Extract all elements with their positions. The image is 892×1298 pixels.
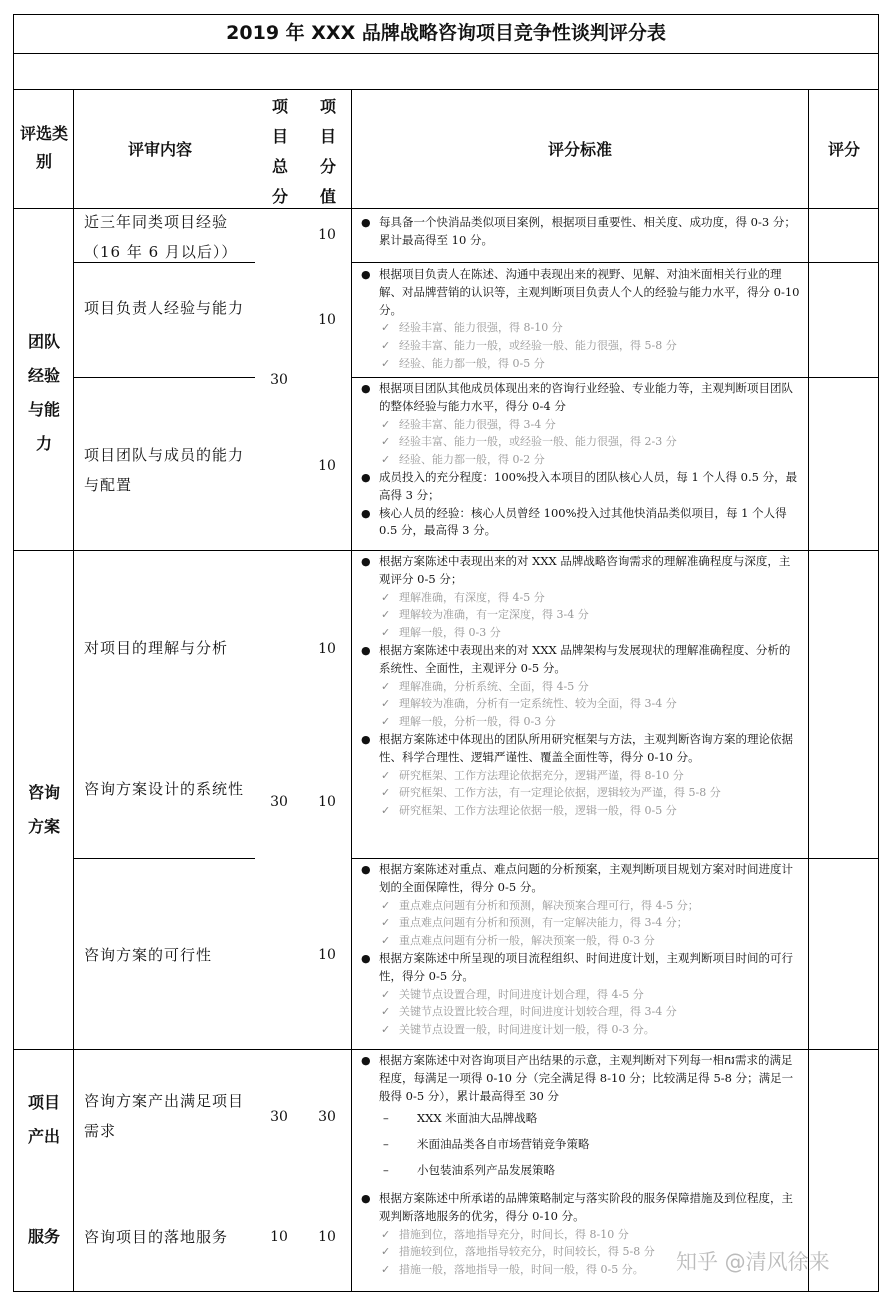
criteria-check: ✓ 经验丰富、能力很强，得 8-10 分: [357, 319, 801, 337]
criteria-check: ✓ 关键节点设置比较合理，时间进度计划较合理，得 3-4 分: [357, 1003, 801, 1021]
service-value: 10: [318, 1229, 336, 1245]
plan-row3-criteria: [357, 861, 801, 1039]
criteria-check: ✓ 重点难点问题有分析一般，解决预案一般，得 0-3 分: [357, 932, 801, 950]
criteria-check: ✓ 经验丰富、能力一般，或经验一般、能力很强，得 2-3 分: [357, 433, 801, 451]
service-total: 10: [270, 1229, 288, 1245]
row-line-team-2b: [351, 377, 879, 378]
criteria-dash-item: – 小包装油系列产品发展策略: [357, 1157, 801, 1183]
category-service: 服务: [27, 1227, 60, 1246]
plan-row3-value: 10: [318, 947, 336, 963]
criteria-check: ✓ 研究框架、工作方法理论依据充分，逻辑严谨，得 8-10 分: [357, 767, 801, 785]
col-line-3: [808, 89, 809, 1292]
criteria-check: ✓ 措施较到位，落地指导较充分，时间较长，得 5-8 分: [357, 1243, 801, 1261]
criteria-check: ✓ 研究框架、工作方法理论依据一般，逻辑一般，得 0-5 分: [357, 802, 801, 820]
output-criteria: [357, 1052, 801, 1183]
criteria-check: ✓ 研究框架、工作方法，有一定理论依据，逻辑较为严谨，得 5-8 分: [357, 784, 801, 802]
header-score: 评分: [827, 140, 860, 159]
output-content: 咨询方案产出满足项目需求: [84, 1092, 245, 1140]
header-content: 评审内容: [127, 140, 192, 159]
border-left: [13, 14, 14, 1292]
criteria-bullet: ● 成员投入的充分程度：100%投入本项目的团队核心人员，每 1 个人得 0.5 分，最高得 3 分；: [357, 469, 801, 505]
plan-criteria-a: [357, 553, 801, 820]
team-row3-value: 10: [318, 458, 336, 474]
team-row1-value: 10: [318, 227, 336, 243]
criteria-bullet: ● 根据项目负责人在陈述、沟通中表现出来的视野、见解、对油米面相关行业的理解、对品牌营销的认识等，主观判断项目负责人个人的经验与能力水平，得分 0-10 分。: [357, 266, 801, 319]
team-row1-criteria: [357, 214, 801, 250]
plan-row2-content: 咨询方案设计的系统性: [84, 780, 245, 798]
criteria-check: ✓ 理解较为准确，分析有一定系统性、较为全面，得 3-4 分: [357, 695, 801, 713]
team-row3-content: 项目团队与成员的能力与配置: [84, 446, 245, 494]
criteria-check: ✓ 理解一般，分析一般，得 0-3 分: [357, 713, 801, 731]
criteria-check: ✓ 理解准确，有深度，得 4-5 分: [357, 589, 801, 607]
criteria-bullet: ● 根据方案陈述中所承诺的品牌策略制定与落实阶段的服务保障措施及到位程度，主观判断落地服务的优劣，得分 0-10 分。: [357, 1190, 801, 1226]
criteria-check: ✓ 理解一般，得 0-3 分: [357, 624, 801, 642]
header-top-line: [13, 89, 879, 90]
team-row2-content: 项目负责人经验与能力: [84, 299, 245, 317]
criteria-check: ✓ 经验丰富、能力一般，或经验一般、能力很强，得 5-8 分: [357, 337, 801, 355]
team-row2-value: 10: [318, 312, 336, 328]
criteria-bullet: ● 根据方案陈述中表现出来的对 XXX 品牌战略咨询需求的理解准确程度与深度，主观评分 0-5 分；: [357, 553, 801, 589]
criteria-check: ✓ 理解准确，分析系统、全面，得 4-5 分: [357, 678, 801, 696]
criteria-bullet: ● 根据方案陈述中对咨询项目产出结果的示意，主观判断对下列每一相ករ需求的满足程度，每满足一项得 0-10 分（完全满足得 8-10 分；比较满足得 5-8 分；满足一般得 0-5 分），累计最高得至 30 分: [357, 1052, 801, 1105]
criteria-check: ✓ 重点难点问题有分析和预测，解决预案合理可行，得 4-5 分；: [357, 897, 801, 915]
team-total: 30: [270, 372, 288, 388]
watermark: 知乎 @清风徐来: [676, 1250, 830, 1274]
row-line-plan-end: [13, 1049, 879, 1050]
header-value: 项目分值: [319, 97, 336, 206]
criteria-bullet: ● 每具备一个快消品类似项目案例，根据项目重要性、相关度、成功度，得 0-3 分；累计最高得至 10 分。: [357, 214, 801, 250]
header-category: 评选类别: [20, 124, 69, 171]
border-bottom: [13, 1291, 879, 1292]
border-top: [13, 14, 879, 15]
criteria-check: ✓ 理解较为准确，有一定深度，得 3-4 分: [357, 606, 801, 624]
category-output: 项目产出: [27, 1093, 60, 1146]
criteria-check: ✓ 措施一般，落地指导一般，时间一般，得 0-5 分。: [357, 1261, 801, 1279]
criteria-bullet: ● 根据方案陈述中所呈现的项目流程组织、时间进度计划，主观判断项目时间的可行性，得分 0-5 分。: [357, 950, 801, 986]
row-line-team-1b: [351, 262, 879, 263]
header-criteria: 评分标准: [547, 140, 612, 159]
col-line-2: [351, 89, 352, 1292]
team-row3-criteria: [357, 380, 801, 540]
plan-row3-content: 咨询方案的可行性: [84, 946, 213, 964]
team-row1-content: 近三年同类项目经验（16 年 6 月以后））: [84, 213, 238, 261]
row-line-plan-2b: [351, 858, 879, 859]
criteria-check: ✓ 关键节点设置合理，时间进度计划合理，得 4-5 分: [357, 986, 801, 1004]
plan-total: 30: [270, 794, 288, 810]
header-total: 项目总分: [271, 97, 288, 206]
criteria-bullet: ● 根据方案陈述中体现出的团队所用研究框架与方法，主观判断咨询方案的理论依据性、科学合理性、逻辑严谨性、覆盖全面性等，得分 0-10 分。: [357, 731, 801, 767]
criteria-bullet: ● 根据方案陈述中表现出来的对 XXX 品牌架构与发展现状的理解准确程度、分析的系统性、全面性，主观评分 0-5 分。: [357, 642, 801, 678]
border-right: [878, 14, 879, 1292]
col-line-1: [73, 89, 74, 1292]
criteria-check: ✓ 重点难点问题有分析和预测，有一定解决能力，得 3-4 分；: [357, 914, 801, 932]
plan-row1-content: 对项目的理解与分析: [84, 639, 229, 657]
plan-row1-value: 10: [318, 641, 336, 657]
row-line-team-2: [73, 377, 255, 378]
criteria-check: ✓ 措施到位，落地指导充分，时间长，得 8-10 分: [357, 1226, 801, 1244]
output-total: 30: [270, 1109, 288, 1125]
criteria-bullet: ● 根据项目团队其他成员体现出来的咨询行业经验、专业能力等，主观判断项目团队的整体经验与能力水平，得分 0-4 分: [357, 380, 801, 416]
criteria-bullet: ● 核心人员的经验：核心人员曾经 100%投入过其他快消品类似项目，每 1 个人得 0.5 分，最高得 3 分。: [357, 505, 801, 541]
page-title: 2019 年 XXX 品牌战略咨询项目竞争性谈判评分表: [226, 22, 666, 44]
criteria-check: ✓ 经验、能力都一般，得 0-5 分: [357, 355, 801, 373]
plan-row2-value: 10: [318, 794, 336, 810]
criteria-check: ✓ 经验丰富、能力很强，得 3-4 分: [357, 416, 801, 434]
criteria-bullet: ● 根据方案陈述对重点、难点问题的分析预案，主观判断项目规划方案对时间进度计划的全面保障性，得分 0-5 分。: [357, 861, 801, 897]
criteria-dash-item: – XXX 米面油大品牌战略: [357, 1105, 801, 1131]
criteria-check: ✓ 关键节点设置一般，时间进度计划一般，得 0-3 分。: [357, 1021, 801, 1039]
team-row2-criteria: [357, 266, 801, 373]
output-value: 30: [318, 1109, 336, 1125]
row-line-team-end: [13, 550, 879, 551]
title-line: [13, 53, 879, 54]
category-plan: 咨询方案: [27, 783, 60, 836]
criteria-dash-item: – 米面油品类各自市场营销竞争策略: [357, 1131, 801, 1157]
criteria-check: ✓ 经验、能力都一般，得 0-2 分: [357, 451, 801, 469]
category-team: 团队经验与能力: [27, 332, 60, 453]
row-line-plan-2: [73, 858, 255, 859]
service-content: 咨询项目的落地服务: [84, 1228, 229, 1246]
